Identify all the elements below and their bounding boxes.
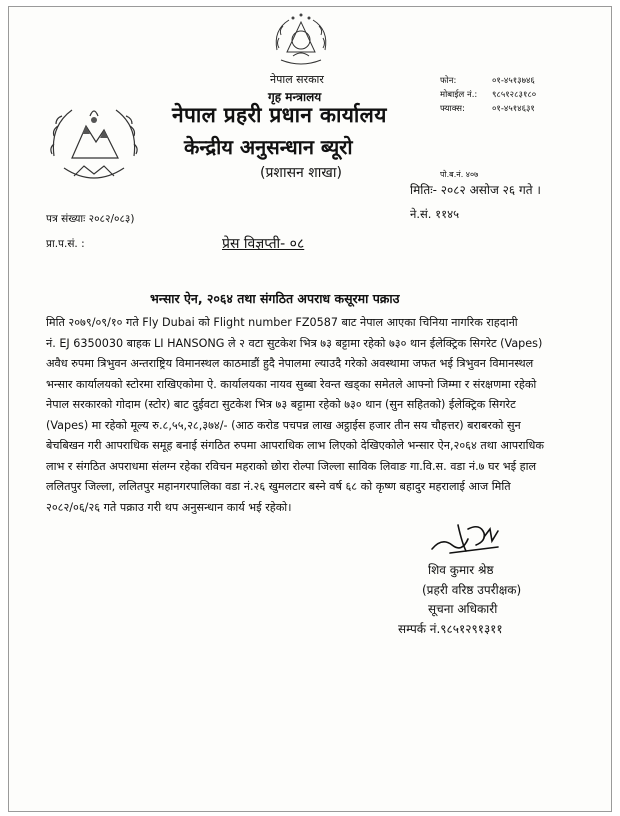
body-line: (Vapes) मा रहेको मूल्य रु.८,५५,२८,३७४/- (आठ करोड पचपन्न लाख अट्ठाईस हजार तीन सय चौहत्तर) बराबरको सुन <box>46 418 521 432</box>
signatory-rank: (प्रहरी वरिष्ठ उपरीक्षक) <box>422 582 522 597</box>
signatory-block <box>398 561 522 639</box>
national-emblem-icon <box>263 10 339 70</box>
mobile-label: मोबाईल नं.: <box>440 90 478 100</box>
bureau-name-heading: केन्द्रीय अनुसन्धान ब्यूरो <box>184 135 353 159</box>
body-line: नेपाल सरकारको गोदाम (स्टोर) बाट दुईवटा सुटकेश भित्र ७३ बट्टामा रहेको ७३० थान (सुन सहितको) ईलेक्ट्रिक सिगरेट <box>46 398 516 411</box>
section-name: (प्रशासन शाखा) <box>260 165 342 181</box>
date-line: मितिः- २०८२ असोज २६ गते । <box>410 183 541 197</box>
subject-line: भन्सार ऐन, २०६४ तथा संगठित अपराध कसूरमा पक्राउ <box>150 291 400 306</box>
body-line: २०८२/०६/२६ गते पक्राउ गरी थप अनुसन्धान कार्य भई रहेको। <box>46 500 292 514</box>
signatory-name: शिव कुमार श्रेष्ठ <box>428 563 494 577</box>
ministry-line1: नेपाल सरकार <box>270 73 324 86</box>
office-name-heading: नेपाल प्रहरी प्रधान कार्यालय <box>172 103 387 127</box>
body-line: ललितपुर जिल्ला, ललितपुर महानगरपालिका वडा नं.२६ खुमलटार बस्ने वर्ष ६८ को कृष्ण बहादुर महरालाई आज मिति <box>46 480 511 493</box>
fax-value: ०१-४५१४६३१ <box>492 104 535 114</box>
body-line: मिति २०७९/०९/१० गते Fly Dubai को Flight number FZ0587 बाट नेपाल आएका चिनिया नागरिक राहदानी <box>46 316 518 329</box>
phone-value: ०१-४५१३७४६ <box>492 76 535 86</box>
handwritten-signature <box>428 515 512 559</box>
body-line: भन्सार कार्यालयको स्टोरमा राखिएकोमा ऐ. कार्यालयका नायव सुब्बा रेवन्त खड्का समेतले आफ्नो जिम्मा र संरक्षणमा रहेको <box>46 377 537 391</box>
phone-label: फोन: <box>440 76 457 86</box>
ministry-line2: गृह मन्त्रालय <box>268 90 322 104</box>
signatory-role: सूचना अधिकारी <box>428 602 498 616</box>
body-line: बेचबिखन गरी आपराधिक समूह बनाई संगठित रुपमा आपराधिक लाभ लिएको देखिएकोले भन्सार ऐन,२०६४ तथा आपराधिक <box>46 439 544 452</box>
fax-label: फ्याक्स: <box>440 104 465 114</box>
body-line: नं. EJ 6350030 बाहक LI HANSONG ले २ वटा सुटकेश भित्र ७३ बट्टामा रहेको ७३० थान ईलेक्ट्रिक सिगरेट (Vapes) <box>46 336 543 350</box>
press-release-title: प्रेस विज्ञप्ती- ०८ <box>222 236 305 252</box>
signatory-contact: सम्पर्क नं.९८५१२९१३११ <box>398 621 503 636</box>
body-line: लाभ र संगठित अपराधमा संलग्न रहेका रविचन महराको छोरा रोल्पा जिल्ला साविक लिवाङ गा.वि.स. वडा नं.७ घर भई हाल <box>46 459 537 473</box>
letter-number: पत्र संख्याः २०८२/०८३) <box>46 213 135 225</box>
body-line: अवैध रुपमा त्रिभुवन अन्तराष्ट्रिय विमानस्थल काठमाडौं हुदै नेपालमा ल्याउदै गरेको अवस्थामा जफत भई त्रिभुवन विमानस्थल <box>46 357 534 370</box>
mobile-value: ९८५१२८३१८० <box>492 90 537 100</box>
contact-block <box>440 74 536 116</box>
dispatch-number: प्रा.प.सं. : <box>46 238 85 250</box>
nepal-police-emblem-icon <box>44 96 144 196</box>
po-box: पो.ब.नं. ४०७ <box>440 170 479 179</box>
body-paragraph <box>46 313 582 518</box>
nepal-sambat-year: ने.सं. ११४५ <box>410 207 460 221</box>
